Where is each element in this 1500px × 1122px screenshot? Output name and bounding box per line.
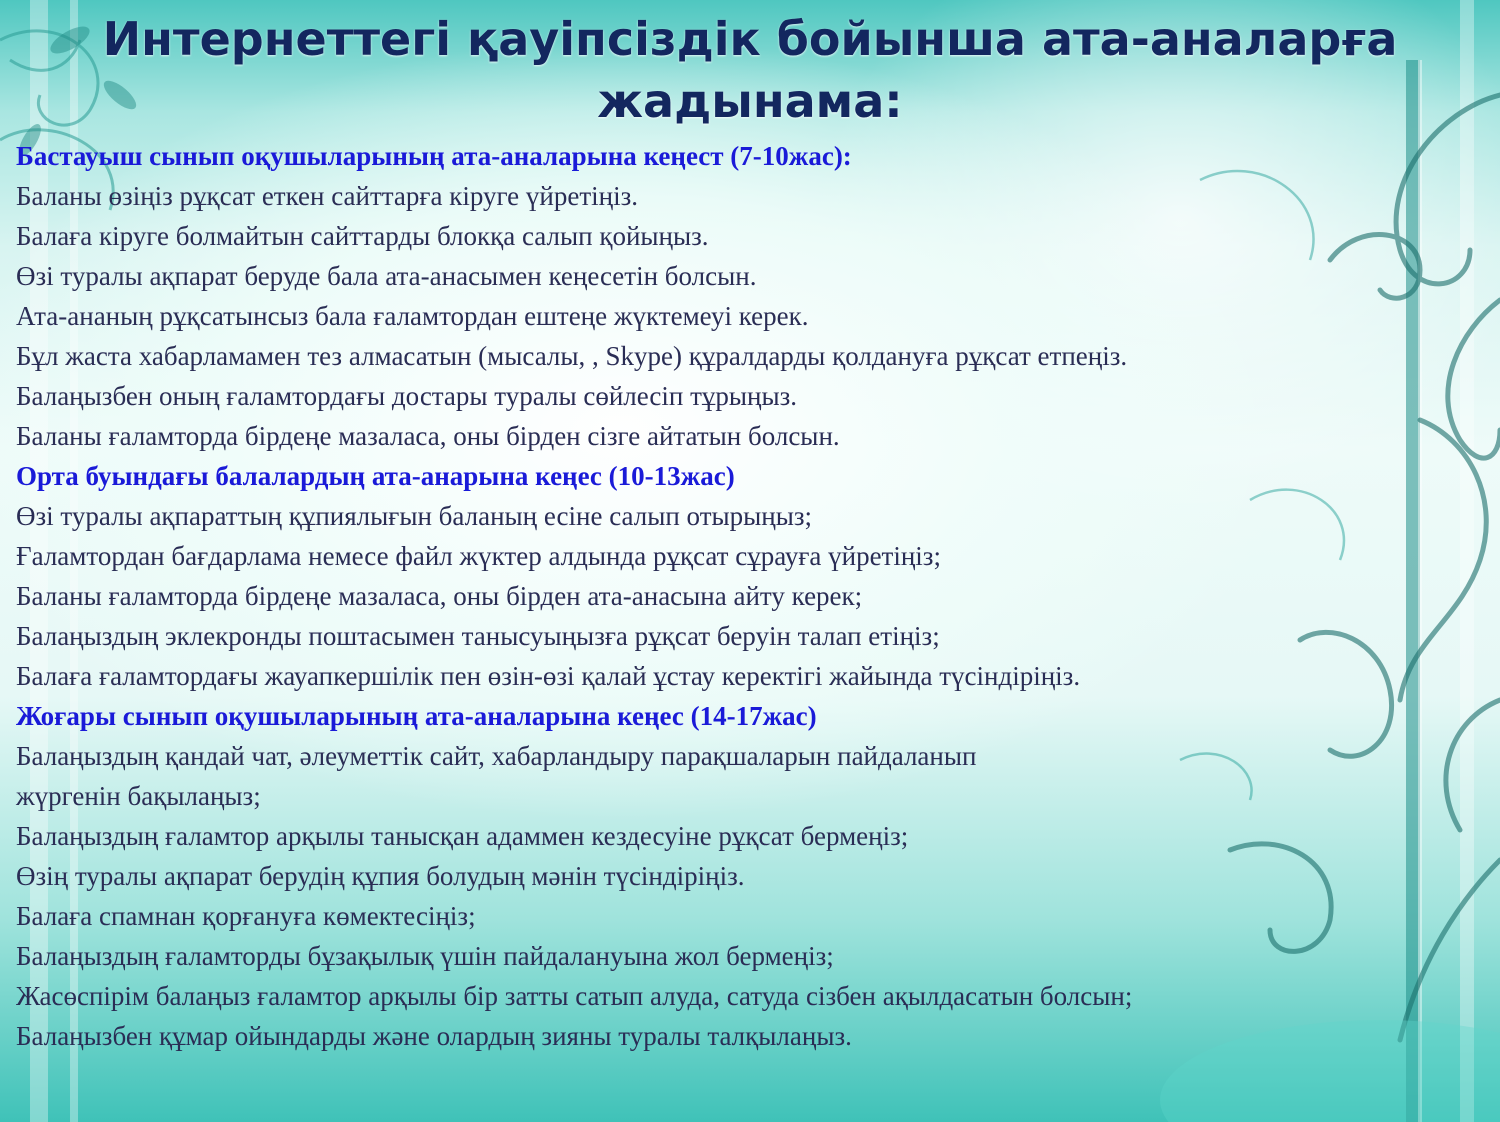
title-line-1: Интернеттегі қауіпсіздік бойынша ата-аналарға	[102, 12, 1398, 66]
advice-line: Балаға ғаламтордағы жауапкершілік пен өзін-өзі қалай ұстау керектігі жайында түсіндіріңіз.	[16, 661, 1081, 691]
advice-line: Ата-ананың рұқсатынсыз бала ғаламтордан ештеңе жүктемеуі керек.	[16, 301, 809, 331]
advice-line: Өзі туралы ақпарат беруде бала ата-анасымен кеңесетін болсын.	[16, 261, 757, 291]
advice-line: Балаңызбен оның ғаламтордағы достары туралы сөйлесіп тұрыңыз.	[16, 381, 798, 411]
advice-line: Балаңыздың ғаламторды бұзақылық үшін пайдалануына жол бермеңіз;	[16, 941, 834, 971]
advice-line: Балаға кіруге болмайтын сайттарды блокқа салып қойыңыз.	[16, 221, 709, 251]
advice-line: Балаңызбен құмар ойындарды және олардың зияны туралы талқылаңыз.	[16, 1021, 852, 1051]
advice-line: Балаңыздың қандай чат, әлеуметтік сайт, хабарландыру парақшаларын пайдаланып	[16, 741, 977, 771]
advice-line: Балаңыздың ғаламтор арқылы танысқан адаммен кездесуіне рұқсат бермеңіз;	[16, 821, 909, 851]
section-heading-primary: Бастауыш сынып оқушыларының ата-аналарына кеңест (7-10жас):	[16, 141, 852, 171]
section-heading-middle: Орта буындағы балалардың ата-анарына кеңес (10-13жас)	[16, 461, 735, 491]
title-line-2: жадынама:	[597, 74, 903, 128]
advice-line: Балаға спамнан қорғануға көмектесіңіз;	[16, 901, 476, 931]
page-title	[60, 8, 1440, 132]
advice-line: Бұл жаста хабарламамен тез алмасатын (мысалы, , Skype) құралдарды қолдануға рұқсат етпеңіз.	[16, 341, 1128, 371]
section-heading-senior: Жоғары сынып оқушыларының ата-аналарына кеңес (14-17жас)	[16, 701, 817, 731]
advice-list	[16, 136, 1476, 1056]
advice-line: Жасөспірім балаңыз ғаламтор арқылы бір затты сатып алуда, сатуда сізбен ақылдасатын болсын;	[16, 981, 1133, 1011]
advice-line: Баланы ғаламторда бірдеңе мазаласа, оны бірден ата-анасына айту керек;	[16, 581, 863, 611]
advice-line: Баланы ғаламторда бірдеңе мазаласа, оны бірден сізге айтатын болсын.	[16, 421, 840, 451]
advice-line: Баланы өзіңіз рұқсат еткен сайттарға кіруге үйретіңіз.	[16, 181, 639, 211]
advice-line: Ғаламтордан бағдарлама немесе файл жүктер алдында рұқсат сұрауға үйретіңіз;	[16, 541, 941, 571]
advice-line: жүргенін бақылаңыз;	[16, 781, 261, 811]
advice-line: Балаңыздың эклекронды поштасымен танысуыңызға рұқсат беруін талап етіңіз;	[16, 621, 940, 651]
advice-line: Өзің туралы ақпарат берудің құпия болудың мәнін түсіндіріңіз.	[16, 861, 745, 891]
advice-line: Өзі туралы ақпараттың құпиялығын баланың есіне салып отырыңыз;	[16, 501, 813, 531]
